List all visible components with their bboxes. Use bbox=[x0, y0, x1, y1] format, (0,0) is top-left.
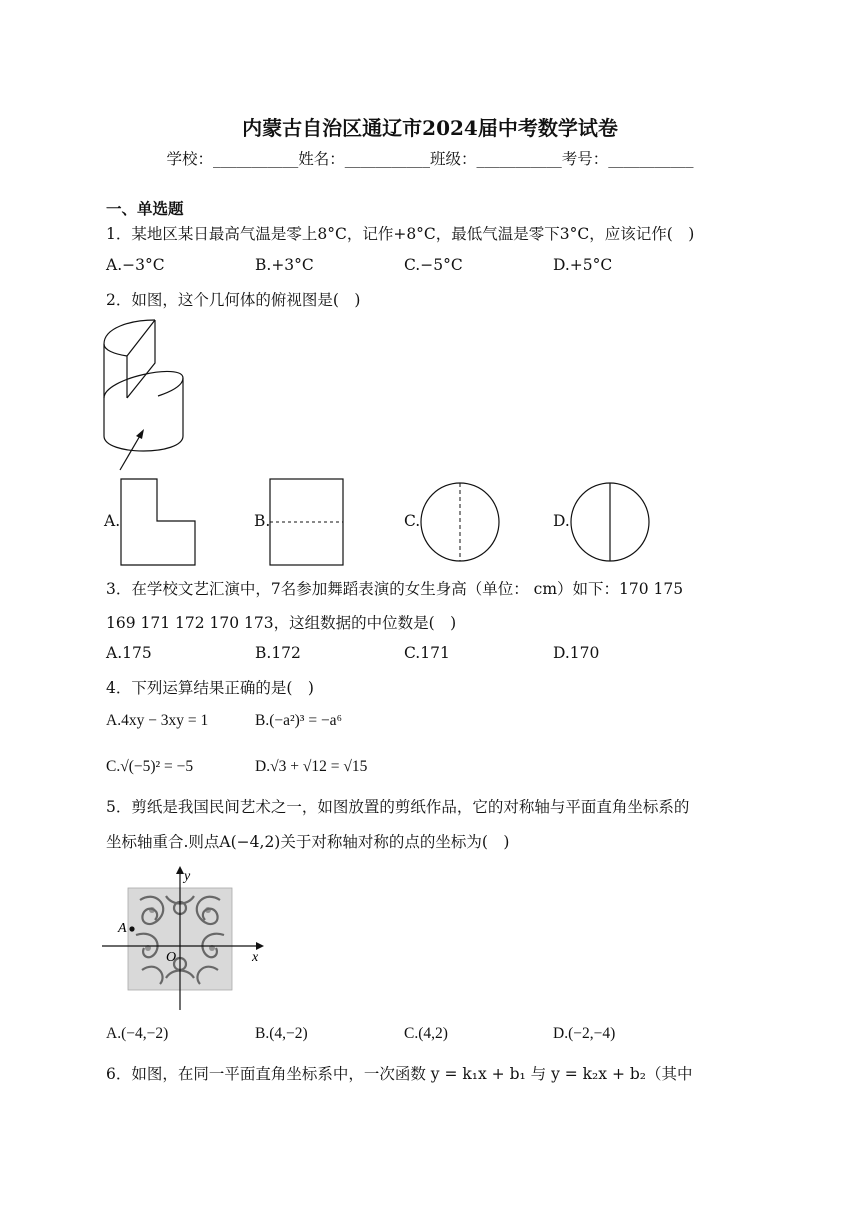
question-3-option-d: D.170 bbox=[553, 644, 600, 662]
question-3-option-c: C.171 bbox=[404, 644, 450, 662]
question-4-option-a: A.4xy − 3xy = 1 bbox=[106, 712, 209, 729]
solid-figure bbox=[100, 318, 190, 470]
question-4-option-d: D.√3 + √12 = √15 bbox=[255, 758, 368, 775]
option-c-circle-dashed bbox=[419, 481, 501, 563]
question-2-option-c: C. bbox=[404, 512, 421, 530]
question-6-stem: 6．如图，在同一平面直角坐标系中，一次函数 y = k₁x + b₁ 与 y = k₂x + b₂（其中 bbox=[106, 1065, 693, 1083]
page-title: 内蒙古自治区通辽市2024届中考数学试卷 bbox=[242, 116, 618, 140]
option-d-circle-solid bbox=[569, 481, 651, 563]
question-5-option-d: D.(−2,−4) bbox=[553, 1025, 616, 1042]
student-info-line: 学校：___________姓名：___________班级：___________考号：___________ bbox=[166, 150, 694, 168]
question-5-stem-line1: 5．剪纸是我国民间艺术之一，如图放置的剪纸作品，它的对称轴与平面直角坐标系的 bbox=[106, 798, 690, 816]
section-heading: 一、单选题 bbox=[106, 199, 184, 218]
question-4-option-b: B.(−a²)³ = −a⁶ bbox=[255, 712, 342, 729]
x-axis-label: x bbox=[252, 950, 259, 965]
question-2-stem: 2．如图，这个几何体的俯视图是( ) bbox=[106, 291, 361, 309]
question-4-stem: 4．下列运算结果正确的是( ) bbox=[106, 679, 314, 697]
question-5-stem-line2: 坐标轴重合.则点A(−4,2)关于对称轴对称的点的坐标为( ) bbox=[106, 833, 510, 851]
question-1-stem: 1．某地区某日最高气温是零上8°C，记作+8°C，最低气温是零下3°C，应该记作( ) bbox=[106, 225, 695, 243]
y-axis-label: y bbox=[184, 869, 191, 884]
question-3-stem-line2: 169 171 172 170 173，这组数据的中位数是( ) bbox=[106, 614, 457, 632]
question-1-option-c: C.−5°C bbox=[404, 256, 463, 274]
point-a-label: A bbox=[118, 921, 127, 936]
option-b-square-dashed bbox=[269, 478, 345, 566]
question-5-option-c: C.(4,2) bbox=[404, 1025, 448, 1042]
question-3-option-b: B.172 bbox=[255, 644, 301, 662]
question-2-option-b: B. bbox=[254, 512, 271, 530]
question-5-option-b: B.(4,−2) bbox=[255, 1025, 308, 1042]
question-4-option-c: C.√(−5)² = −5 bbox=[106, 758, 194, 775]
question-1-option-b: B.+3°C bbox=[255, 256, 314, 274]
question-2-option-d: D. bbox=[553, 512, 570, 530]
origin-label: O bbox=[166, 950, 177, 965]
question-5-option-a: A.(−4,−2) bbox=[106, 1025, 169, 1042]
question-1-option-d: D.+5°C bbox=[553, 256, 613, 274]
question-1-option-a: A.−3°C bbox=[106, 256, 165, 274]
paper-cut-coordinate-figure bbox=[100, 860, 270, 1012]
option-a-l-shape bbox=[120, 478, 196, 566]
question-2-option-a: A. bbox=[104, 512, 121, 530]
question-3-stem-line1: 3．在学校文艺汇演中，7名参加舞蹈表演的女生身高（单位： cm）如下：170 175 bbox=[106, 580, 684, 598]
question-3-option-a: A.175 bbox=[106, 644, 152, 662]
